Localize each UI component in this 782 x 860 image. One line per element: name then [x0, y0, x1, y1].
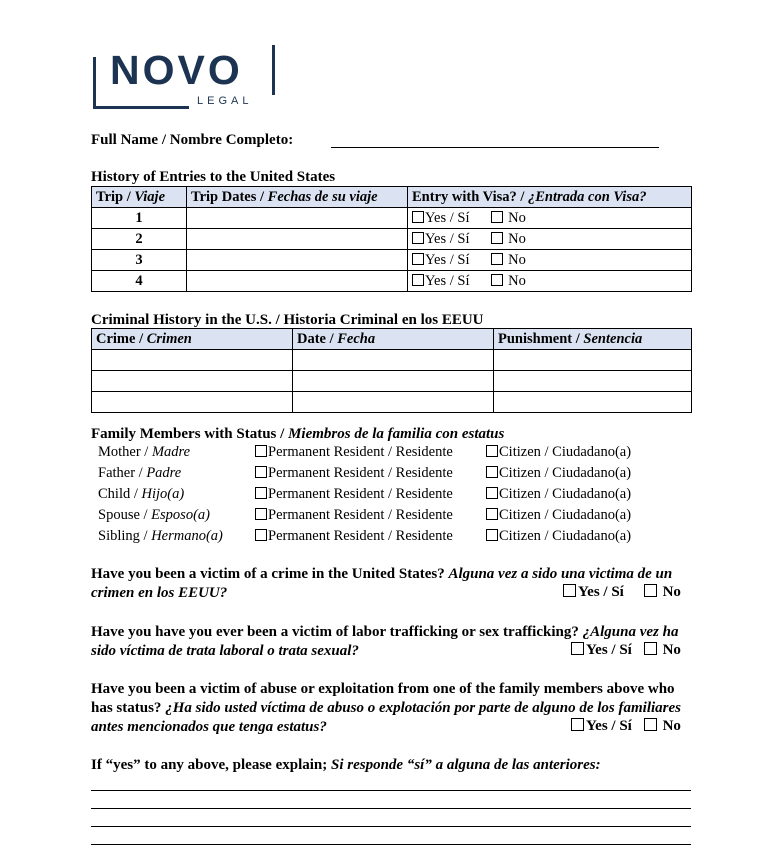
entry-row	[92, 250, 692, 271]
no-checkbox[interactable]	[491, 232, 503, 244]
question-abuse: Have you been a victim of abuse or exploitation from one of the family members above who has status? ¿Ha sido usted víctima de abuso o explotación por parte de alguno de los familiares antes mencionados que tenga estatus?	[91, 681, 682, 735]
family-member-label: Child / Hijo(a)	[98, 486, 185, 502]
family-member-label: Mother / Madre	[98, 444, 191, 460]
permanent-checkbox[interactable]	[255, 445, 267, 457]
family-heading: Family Members with Status / Miembros de la familia con estatus	[91, 426, 505, 442]
criminal-row	[92, 392, 692, 413]
no-checkbox[interactable]	[491, 274, 503, 286]
permanent-option: Permanent Resident / Residente	[255, 485, 453, 503]
explain-line[interactable]	[91, 808, 691, 809]
date-cell[interactable]	[293, 350, 494, 371]
full-name-field[interactable]	[331, 147, 659, 148]
permanent-option: Permanent Resident / Residente	[255, 527, 453, 545]
citizen-checkbox[interactable]	[486, 466, 498, 478]
criminal-table	[91, 328, 692, 413]
visa-cell: Yes / Sí No	[408, 250, 692, 271]
entries-table	[91, 186, 692, 292]
criminal-header-row	[92, 329, 692, 350]
permanent-checkbox[interactable]	[255, 529, 267, 541]
criminal-row	[92, 371, 692, 392]
question-crime-answer: Yes / Sí No	[563, 584, 681, 601]
permanent-option: Permanent Resident / Residente	[255, 506, 453, 524]
date-cell[interactable]	[293, 371, 494, 392]
permanent-checkbox[interactable]	[255, 466, 267, 478]
punishment-cell[interactable]	[494, 392, 692, 413]
punishment-header: Punishment / Sentencia	[494, 329, 692, 350]
punishment-cell[interactable]	[494, 350, 692, 371]
permanent-option: Permanent Resident / Residente	[255, 443, 453, 461]
entries-heading: History of Entries to the United States	[91, 169, 336, 185]
entry-row	[92, 229, 692, 250]
visa-cell: Yes / Sí No	[408, 229, 692, 250]
citizen-option: Citizen / Ciudadano(a)	[486, 506, 631, 524]
family-member-label: Father / Padre	[98, 465, 182, 481]
citizen-option: Citizen / Ciudadano(a)	[486, 527, 631, 545]
citizen-checkbox[interactable]	[486, 508, 498, 520]
no-checkbox[interactable]	[644, 584, 657, 597]
citizen-option: Citizen / Ciudadano(a)	[486, 464, 631, 482]
question-trafficking: Have you have you ever been a victim of labor trafficking or sex trafficking? ¿Alguna vez ha sido víctima de trata laboral o trata sexual?	[91, 624, 679, 659]
trip-dates-cell[interactable]	[187, 271, 408, 292]
trip-dates-cell[interactable]	[187, 229, 408, 250]
family-member-label: Sibling / Hermano(a)	[98, 528, 223, 544]
dates-header: Trip Dates / Fechas de su viaje	[187, 187, 408, 208]
citizen-checkbox[interactable]	[486, 445, 498, 457]
date-cell[interactable]	[293, 392, 494, 413]
entry-row	[92, 208, 692, 229]
no-checkbox[interactable]	[491, 253, 503, 265]
permanent-checkbox[interactable]	[255, 487, 267, 499]
yes-checkbox[interactable]	[563, 584, 576, 597]
visa-cell: Yes / Sí No	[408, 271, 692, 292]
citizen-option: Citizen / Ciudadano(a)	[486, 485, 631, 503]
novo-legal-logo	[93, 45, 275, 111]
entries-header-row	[92, 187, 692, 208]
visa-cell: Yes / Sí No	[408, 208, 692, 229]
permanent-option: Permanent Resident / Residente	[255, 464, 453, 482]
logo-sub: LEGAL	[197, 95, 253, 107]
yes-checkbox[interactable]	[412, 274, 424, 286]
logo-right-bracket	[272, 45, 275, 95]
trip-number: 4	[92, 271, 187, 292]
entry-row	[92, 271, 692, 292]
family-member-label: Spouse / Esposo(a)	[98, 507, 210, 523]
yes-checkbox[interactable]	[412, 211, 424, 223]
trip-number: 1	[92, 208, 187, 229]
explain-label: If “yes” to any above, please explain; Si responde “sí” a alguna de las anteriores:	[91, 757, 601, 773]
yes-checkbox[interactable]	[412, 232, 424, 244]
trip-dates-cell[interactable]	[187, 208, 408, 229]
trip-dates-cell[interactable]	[187, 250, 408, 271]
explain-line[interactable]	[91, 790, 691, 791]
explain-line[interactable]	[91, 844, 691, 845]
crime-header: Crime / Crimen	[92, 329, 293, 350]
criminal-heading: Criminal History in the U.S. / Historia Criminal en los EEUU	[91, 312, 484, 328]
citizen-checkbox[interactable]	[486, 487, 498, 499]
question-abuse-answer: Yes / Sí No	[571, 718, 681, 735]
criminal-row	[92, 350, 692, 371]
yes-checkbox[interactable]	[571, 642, 584, 655]
no-checkbox[interactable]	[644, 718, 657, 731]
logo-bottom-bracket	[93, 106, 189, 109]
citizen-option: Citizen / Ciudadano(a)	[486, 443, 631, 461]
citizen-checkbox[interactable]	[486, 529, 498, 541]
crime-cell[interactable]	[92, 371, 293, 392]
date-header: Date / Fecha	[293, 329, 494, 350]
punishment-cell[interactable]	[494, 371, 692, 392]
full-name-label: Full Name / Nombre Completo:	[91, 132, 294, 148]
logo-left-bracket	[93, 57, 96, 109]
yes-checkbox[interactable]	[571, 718, 584, 731]
crime-cell[interactable]	[92, 350, 293, 371]
visa-header: Entry with Visa? / ¿Entrada con Visa?	[408, 187, 692, 208]
no-checkbox[interactable]	[644, 642, 657, 655]
trip-header: Trip / Viaje	[92, 187, 187, 208]
trip-number: 3	[92, 250, 187, 271]
trip-number: 2	[92, 229, 187, 250]
question-trafficking-answer: Yes / Sí No	[571, 642, 681, 659]
crime-cell[interactable]	[92, 392, 293, 413]
logo-word: NOVO	[110, 47, 243, 93]
explain-line[interactable]	[91, 826, 691, 827]
yes-checkbox[interactable]	[412, 253, 424, 265]
no-checkbox[interactable]	[491, 211, 503, 223]
permanent-checkbox[interactable]	[255, 508, 267, 520]
question-crime-victim: Have you been a victim of a crime in the United States? Alguna vez a sido una victima de un crimen en los EEUU?	[91, 566, 673, 601]
